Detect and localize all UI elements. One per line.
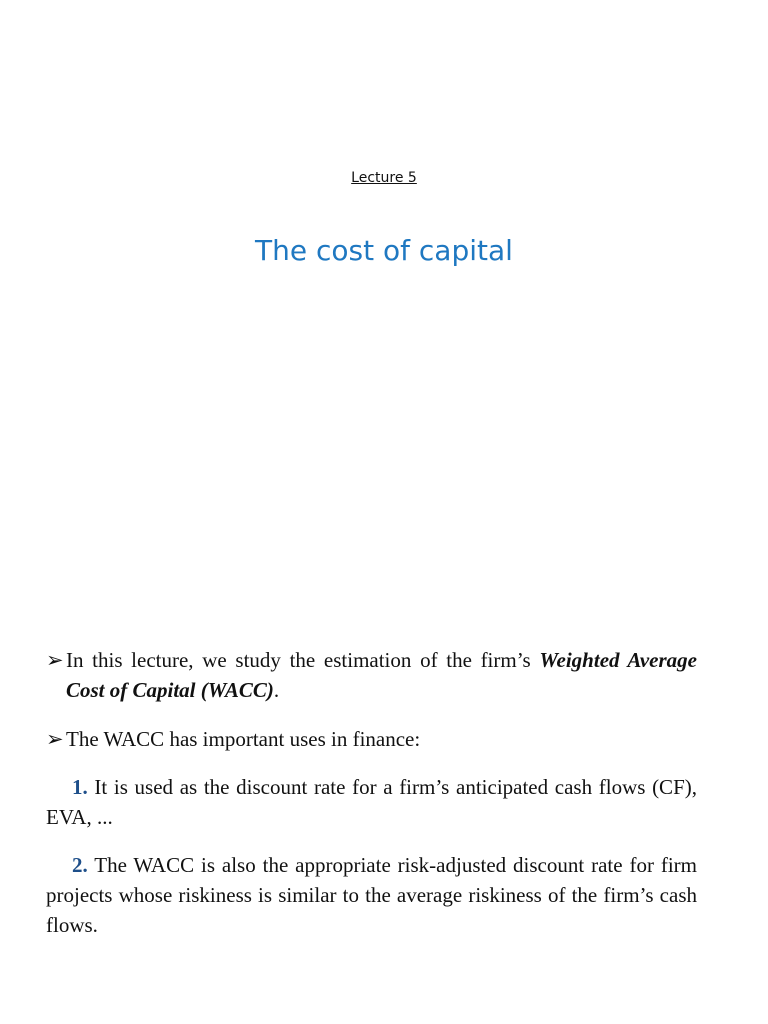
lecture-content [46,645,697,940]
numbered-item-1 [46,772,697,832]
item-text: The WACC is also the appropriate risk-adjusted discount rate for firm projects whose riskiness is similar to the average riskiness of the firm’s cash flows. [46,853,697,937]
bullet-item-intro [46,645,697,705]
bullet-text [66,645,697,705]
item-number: 1. [72,775,88,799]
bullet-text-prefix: In this lecture, we study the estimation of the firm’s [66,648,540,672]
wacc-term: Weighted Average Cost of Capital (WACC) [66,648,697,702]
bullet-text: The WACC has important uses in finance: [66,727,421,751]
arrow-bullet-icon: ➢ [46,648,64,672]
numbered-item-2 [46,850,697,940]
item-number: 2. [72,853,88,877]
item-text: It is used as the discount rate for a firm’s anticipated cash flows (CF), EVA, ... [46,775,697,829]
lecture-label: Lecture 5 [351,170,417,186]
arrow-bullet-icon: ➢ [46,727,64,751]
bullet-text-suffix: . [273,678,280,702]
page-title: The cost of capital [255,234,513,267]
bullet-item-uses [46,724,697,754]
